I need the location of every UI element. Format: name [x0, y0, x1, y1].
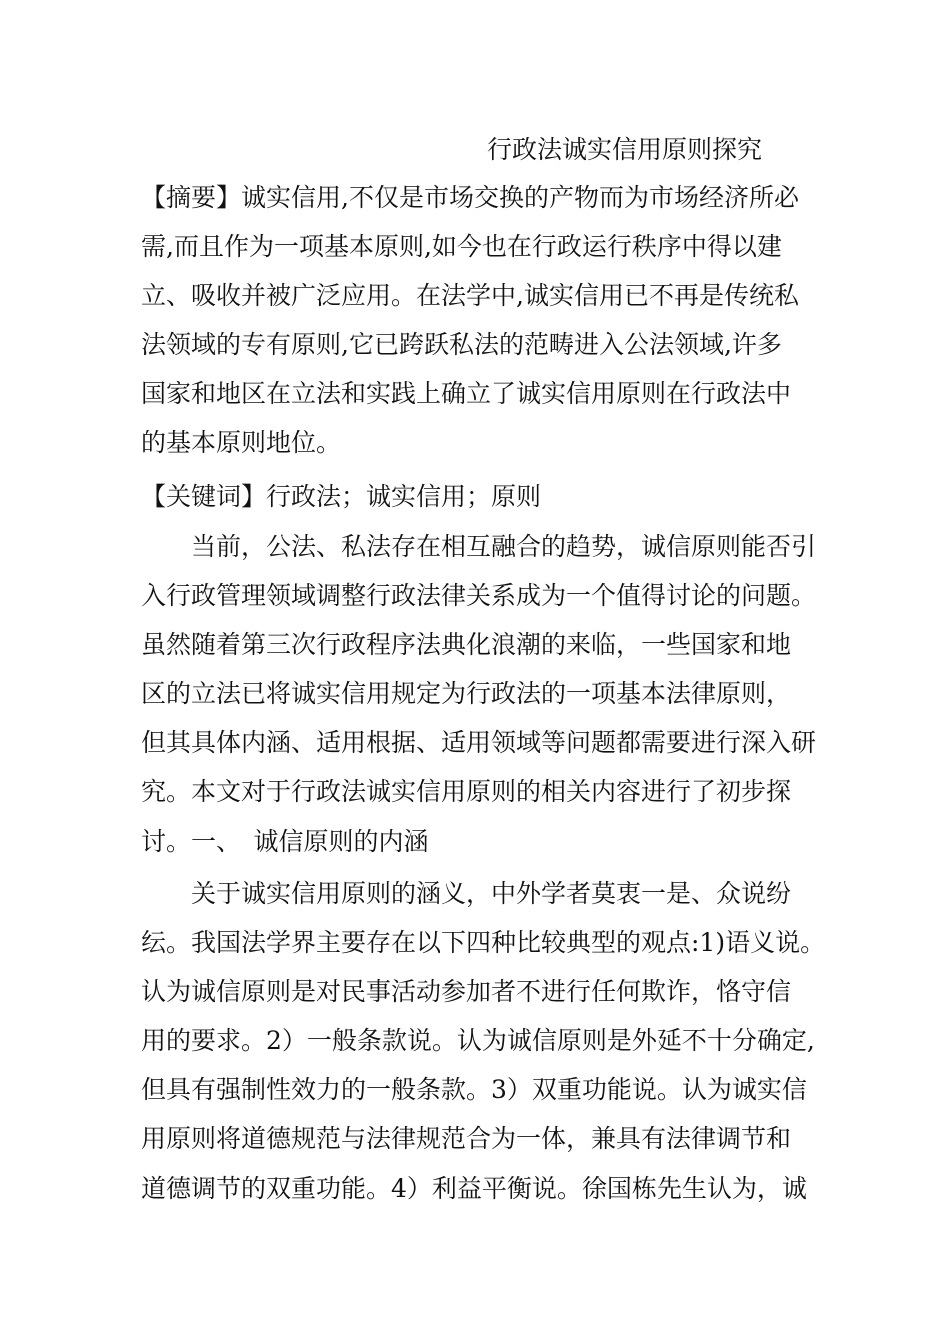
document-title: 行政法诚实信用原则探究	[487, 135, 763, 164]
text-line: 国家和地区在立法和实践上确立了诚实信用原则在行政法中	[141, 379, 792, 408]
section-heading-line: 讨。一、 诚信原则的内涵	[141, 827, 429, 856]
text-line: 法领域的专有原则,它已跨跃私法的范畴进入公法领域,许多	[141, 330, 782, 359]
text-line: 虽然随着第三次行政程序法典化浪潮的来临，一些国家和地	[141, 630, 792, 659]
text-line: 区的立法已将诚实信用规定为行政法的一项基本法律原则，	[141, 679, 792, 708]
text-line: 立、吸收并被广泛应用。在法学中,诚实信用已不再是传统私	[141, 281, 799, 310]
text-line: 用的要求。2）一般条款说。认为诚信原则是外延不十分确定,	[141, 1026, 815, 1055]
text-line: 用原则将道德规范与法律规范合为一体，兼具有法律调节和	[141, 1124, 792, 1153]
keywords-line: 【关键词】行政法；诚实信用；原则	[141, 482, 542, 511]
text-line: 需,而且作为一项基本原则,如今也在行政运行秩序中得以建	[141, 232, 782, 261]
text-line: 但其具体内涵、适用根据、适用领域等问题都需要进行深入研	[141, 728, 817, 757]
text-line: 纭。我国法学界主要存在以下四种比较典型的观点:1)语义说。	[141, 928, 826, 957]
text-line: 认为诚信原则是对民事活动参加者不进行任何欺诈，恪守信	[141, 977, 792, 1006]
text-line: 的基本原则地位。	[141, 428, 342, 457]
text-line: 道德调节的双重功能。4）利益平衡说。徐国栋先生认为，诚	[141, 1174, 807, 1203]
text-line: 但具有强制性效力的一般条款。3）双重功能说。认为诚实信	[141, 1075, 807, 1104]
text-line: 关于诚实信用原则的涵义，中外学者莫衷一是、众说纷	[141, 879, 792, 908]
text-line: 当前，公法、私法存在相互融合的趋势，诚信原则能否引	[141, 532, 817, 561]
text-line: 入行政管理领域调整行政法律关系成为一个值得讨论的问题。	[141, 581, 817, 610]
text-line: 【摘要】诚实信用,不仅是市场交换的产物而为市场经济所必	[141, 183, 799, 212]
text-line: 究。本文对于行政法诚实信用原则的相关内容进行了初步探	[141, 777, 792, 806]
